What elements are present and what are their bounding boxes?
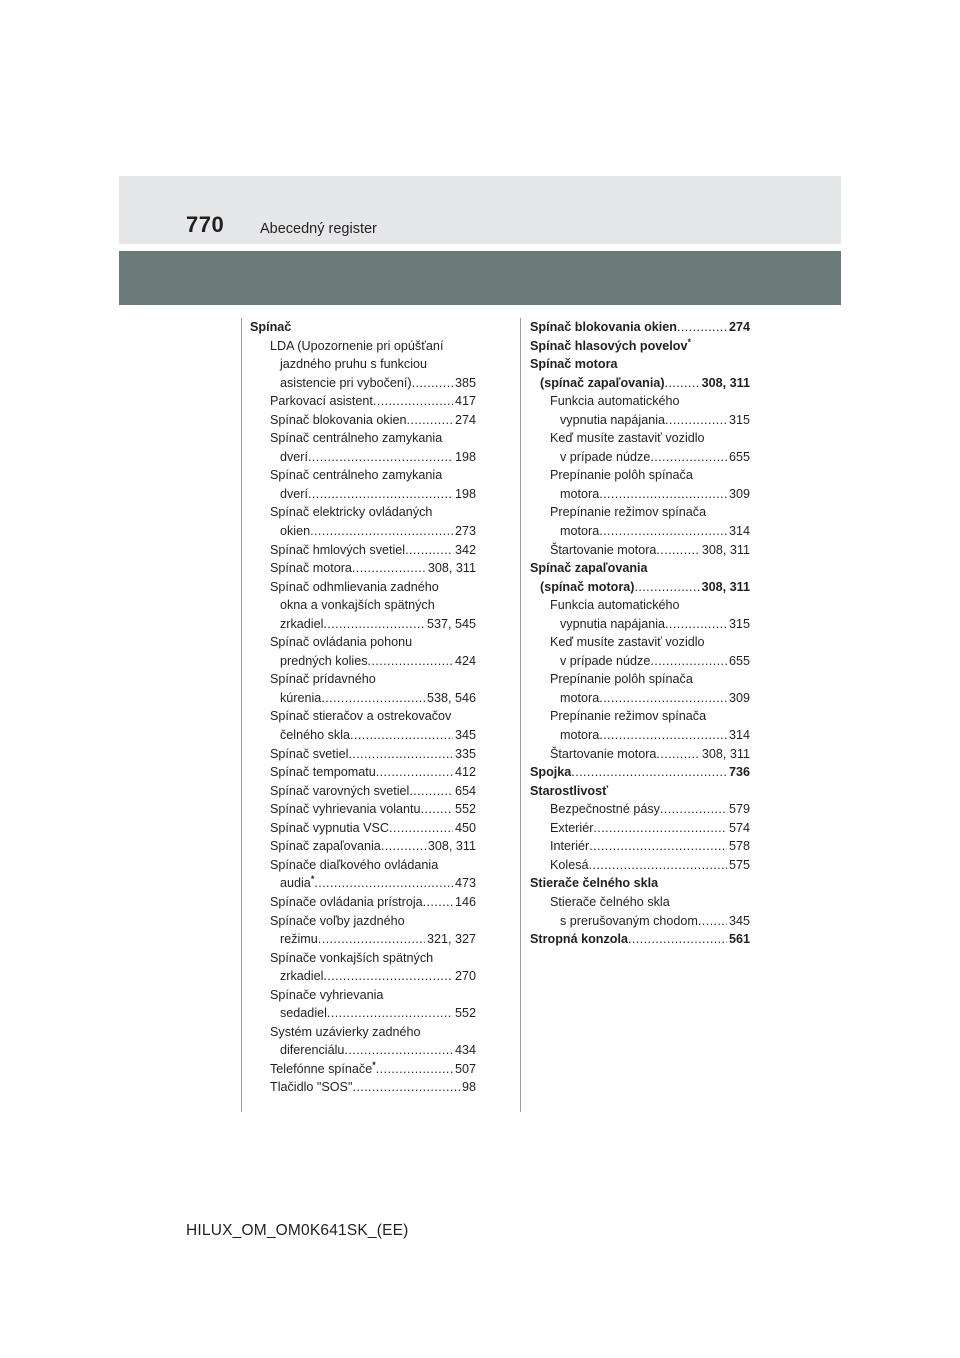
index-entry bbox=[250, 930, 476, 949]
index-entry-label: jazdného pruhu s funkciou bbox=[280, 357, 428, 372]
index-entry-text bbox=[550, 709, 706, 723]
index-entry-page: 198 bbox=[453, 485, 476, 504]
index-entry-text bbox=[270, 431, 442, 445]
index-entry-text bbox=[560, 654, 750, 668]
index-entry-label: Keď musíte zastaviť vozidlo bbox=[550, 431, 705, 446]
index-entry-text bbox=[560, 728, 750, 742]
index-entry-text bbox=[280, 728, 476, 742]
index-entry-label: Exteriér bbox=[550, 820, 594, 835]
index-entry bbox=[530, 503, 750, 522]
index-entry-text bbox=[550, 431, 705, 445]
index-entry-text bbox=[550, 858, 750, 872]
index-entry bbox=[250, 1004, 476, 1023]
index-entry-label: Starostlivosť bbox=[530, 783, 609, 798]
index-entry bbox=[250, 986, 476, 1005]
index-entry bbox=[530, 411, 750, 430]
index-entry-label: Kolesá bbox=[550, 857, 589, 872]
index-entry bbox=[530, 429, 750, 448]
index-entry bbox=[530, 912, 750, 931]
index-entry-page: 538, 546 bbox=[425, 689, 476, 708]
index-entry-text bbox=[280, 1043, 476, 1057]
index-entry bbox=[530, 874, 750, 893]
index-entry-page: 314 bbox=[727, 522, 750, 541]
index-entry-label: Spínače voľby jazdného bbox=[270, 913, 405, 928]
index-entry bbox=[530, 448, 750, 467]
index-entry-label: Prepínanie režimov spínača bbox=[550, 505, 707, 520]
index-entry-label: (spínač zapaľovania) bbox=[540, 375, 665, 390]
index-entry-text bbox=[270, 914, 405, 928]
index-entry-text bbox=[560, 450, 750, 464]
index-entry-page: 552 bbox=[453, 1004, 476, 1023]
index-entry-page: 146 bbox=[453, 893, 476, 912]
index-entry-page: 412 bbox=[453, 763, 476, 782]
index-entry-page: 736 bbox=[727, 763, 750, 782]
index-entry-page: 270 bbox=[453, 967, 476, 986]
index-entry-label: okien bbox=[280, 524, 311, 539]
index-entry-text bbox=[550, 821, 750, 835]
index-entry-text bbox=[270, 543, 476, 557]
index-entry-text bbox=[270, 895, 476, 909]
index-entry bbox=[250, 726, 476, 745]
index-entry-label: Spínače vyhrievania bbox=[270, 987, 384, 1002]
index-entry-page: 308, 311 bbox=[700, 374, 750, 393]
index-entry bbox=[530, 355, 750, 374]
document-code: HILUX_OM_OM0K641SK_(EE) bbox=[186, 1222, 409, 1239]
index-entry-page: 417 bbox=[453, 392, 476, 411]
index-entry-label: Parkovací asistent bbox=[270, 394, 373, 409]
index-entry bbox=[530, 782, 750, 801]
index-entry-page: 314 bbox=[727, 726, 750, 745]
index-entry-label: Stierače čelného skla bbox=[550, 894, 670, 909]
index-entry-label: Funkcia automatického bbox=[550, 394, 680, 409]
index-entry-page: 507 bbox=[453, 1060, 476, 1079]
index-entry-label: (spínač motora) bbox=[540, 579, 635, 594]
index-entry-text bbox=[270, 1059, 476, 1076]
index-entry-text bbox=[270, 821, 476, 835]
index-entry-label: Štartovanie motora bbox=[550, 746, 657, 761]
index-entry-page: 561 bbox=[727, 930, 750, 949]
index-entry-label: motora bbox=[560, 486, 600, 501]
index-entry-label: Spínač zapaľovania bbox=[530, 561, 648, 576]
index-entry bbox=[530, 819, 750, 838]
section-title: Abecedný register bbox=[260, 221, 377, 237]
index-entry bbox=[250, 503, 476, 522]
index-entry-page: 335 bbox=[453, 745, 476, 764]
index-entry bbox=[250, 689, 476, 708]
left-column-rule bbox=[241, 318, 242, 1112]
index-entry-page: 450 bbox=[453, 819, 476, 838]
index-entry-text bbox=[270, 709, 451, 723]
index-entry bbox=[250, 522, 476, 541]
index-entry-text bbox=[530, 876, 658, 890]
index-entry-page: 308, 311 bbox=[700, 541, 750, 560]
index-entry-text bbox=[280, 654, 476, 668]
index-entry-text bbox=[530, 765, 750, 779]
index-entry bbox=[250, 1041, 476, 1060]
index-entry bbox=[250, 355, 476, 374]
index-entry-text bbox=[560, 524, 750, 538]
index-entry bbox=[250, 559, 476, 578]
index-entry bbox=[250, 912, 476, 931]
index-entry bbox=[250, 800, 476, 819]
index-entry-page: 655 bbox=[727, 652, 750, 671]
index-entry-text bbox=[270, 468, 442, 482]
index-entry-text bbox=[280, 357, 427, 371]
index-entry-text bbox=[270, 672, 376, 686]
index-entry-label: Spínač svetiel bbox=[270, 746, 349, 761]
index-entry-text bbox=[530, 320, 750, 334]
index-entry-label: Prepínanie polôh spínača bbox=[550, 672, 693, 687]
index-entry bbox=[530, 485, 750, 504]
index-entry-page: 308, 311 bbox=[426, 559, 476, 578]
index-entry bbox=[250, 448, 476, 467]
index-entry-label: Spínače diaľkového ovládania bbox=[270, 857, 439, 872]
page-number: 770 bbox=[186, 212, 225, 237]
index-entry-label: sedadiel bbox=[280, 1006, 327, 1021]
index-entry-text bbox=[530, 336, 691, 353]
index-entry-label: Spínač hmlových svetiel bbox=[270, 542, 406, 557]
index-entry-label: Prepínanie polôh spínača bbox=[550, 468, 693, 483]
index-entry bbox=[530, 930, 750, 949]
index-entry-page: 308, 311 bbox=[426, 837, 476, 856]
index-entry-page: 315 bbox=[727, 411, 750, 430]
index-entry-text bbox=[280, 598, 435, 612]
index-entry bbox=[250, 485, 476, 504]
index-entry bbox=[530, 337, 750, 356]
index-entry-text bbox=[270, 951, 433, 965]
footnote-asterisk: * bbox=[687, 336, 691, 347]
index-entry bbox=[250, 374, 476, 393]
index-entry-page: 385 bbox=[453, 374, 476, 393]
index-entry-label: predných kolies bbox=[280, 653, 368, 668]
index-entry-label: režimu bbox=[280, 932, 318, 947]
index-entry-text bbox=[280, 376, 476, 390]
index-entry-page: 273 bbox=[453, 522, 476, 541]
index-entry bbox=[250, 745, 476, 764]
index-entry bbox=[530, 837, 750, 856]
index-entry bbox=[530, 596, 750, 615]
index-entry-page: 309 bbox=[727, 689, 750, 708]
index-entry-text bbox=[550, 839, 750, 853]
index-entry bbox=[250, 949, 476, 968]
index-entry-label: Spínač ovládania pohonu bbox=[270, 635, 413, 650]
index-entry-text bbox=[550, 468, 693, 482]
index-entry-text bbox=[280, 487, 476, 501]
index-entry-text bbox=[560, 691, 750, 705]
index-entry-label: Spínače vonkajších spätných bbox=[270, 950, 434, 965]
index-entry-text bbox=[250, 320, 291, 334]
index-entry-label: Keď musíte zastaviť vozidlo bbox=[550, 635, 705, 650]
index-entry-label: audia bbox=[280, 876, 311, 891]
index-entry-page: 345 bbox=[453, 726, 476, 745]
header-band bbox=[119, 176, 841, 244]
index-entry-label: okna a vonkajších spätných bbox=[280, 598, 435, 613]
index-entry-page: 274 bbox=[727, 318, 750, 337]
index-entry-label: s prerušovaným chodom bbox=[560, 913, 698, 928]
index-entry-page: 552 bbox=[453, 800, 476, 819]
index-entry-label: dverí bbox=[280, 486, 308, 501]
index-entry-text bbox=[270, 765, 476, 779]
index-entry-label: Bezpečnostné pásy bbox=[550, 802, 660, 817]
index-entry-label: Spínač blokovania okien bbox=[270, 412, 407, 427]
index-entry-page: 274 bbox=[453, 411, 476, 430]
index-entry-text bbox=[270, 1025, 421, 1039]
index-entry bbox=[530, 707, 750, 726]
index-entry bbox=[250, 819, 476, 838]
index-entry-label: Spínač prídavného bbox=[270, 672, 376, 687]
index-entry-label: Stierače čelného skla bbox=[530, 876, 659, 891]
index-entry bbox=[530, 578, 750, 597]
index-entry-label: Spínač motora bbox=[530, 357, 618, 372]
index-entry-text bbox=[550, 394, 680, 408]
index-entry bbox=[530, 689, 750, 708]
index-entry-page: 654 bbox=[453, 782, 476, 801]
index-entry bbox=[530, 745, 750, 764]
index-entry-text bbox=[560, 413, 750, 427]
index-entry bbox=[530, 633, 750, 652]
index-entry bbox=[530, 726, 750, 745]
index-entry bbox=[250, 541, 476, 560]
index-entry-label: v prípade núdze bbox=[560, 653, 651, 668]
index-entry-label: Spínač vypnutia VSC bbox=[270, 820, 390, 835]
index-entry-page: 473 bbox=[453, 874, 476, 893]
index-entry-label: Spínač hlasových povelov bbox=[530, 338, 688, 353]
index-entry bbox=[530, 893, 750, 912]
index-entry-label: Spojka bbox=[530, 765, 572, 780]
index-entry-text bbox=[530, 561, 648, 575]
index-entry-text bbox=[530, 784, 608, 798]
index-entry bbox=[250, 837, 476, 856]
index-entry-page: 98 bbox=[460, 1078, 476, 1097]
index-entry bbox=[530, 615, 750, 634]
index-entry-label: čelného skla bbox=[280, 728, 351, 743]
index-entry bbox=[250, 337, 476, 356]
index-entry-label: diferenciálu bbox=[280, 1043, 345, 1058]
index-entry bbox=[250, 874, 476, 893]
index-entry-text bbox=[560, 617, 750, 631]
index-entry-page: 308, 311 bbox=[700, 578, 750, 597]
index-entry bbox=[530, 522, 750, 541]
index-entry-text bbox=[270, 784, 476, 798]
index-entry-text bbox=[280, 876, 476, 890]
index-entry-label: Telefónne spínače bbox=[270, 1061, 373, 1076]
index-entry-page: 309 bbox=[727, 485, 750, 504]
index-entry bbox=[250, 633, 476, 652]
index-entry bbox=[530, 652, 750, 671]
index-entry-page: 579 bbox=[727, 800, 750, 819]
index-entry-text bbox=[280, 1006, 476, 1020]
index-entry-text bbox=[560, 914, 750, 928]
index-entry bbox=[250, 1078, 476, 1097]
index-entry-text bbox=[550, 895, 670, 909]
index-entry bbox=[530, 670, 750, 689]
index-entry bbox=[250, 893, 476, 912]
index-entry bbox=[250, 670, 476, 689]
index-entry-page: 315 bbox=[727, 615, 750, 634]
index-entry-label: Funkcia automatického bbox=[550, 598, 680, 613]
index-entry-text bbox=[270, 1080, 476, 1094]
index-entry-label: asistencie pri vybočení) bbox=[280, 375, 412, 390]
index-entry-page: 537, 545 bbox=[425, 615, 476, 634]
index-entry bbox=[530, 541, 750, 560]
index-entry-label: Spínač elektricky ovládaných bbox=[270, 505, 433, 520]
index-entry bbox=[530, 392, 750, 411]
footnote-asterisk: * bbox=[372, 1059, 376, 1070]
index-entry-label: kúrenia bbox=[280, 690, 322, 705]
index-entry-label: Spínač stieračov a ostrekovačov bbox=[270, 709, 452, 724]
footnote-asterisk: * bbox=[310, 874, 315, 885]
index-entry bbox=[250, 392, 476, 411]
index-entry-label: motora bbox=[560, 728, 600, 743]
index-entry-label: v prípade núdze bbox=[560, 449, 651, 464]
index-column-right bbox=[530, 318, 750, 949]
index-entry-text bbox=[280, 969, 476, 983]
middle-column-rule bbox=[520, 318, 521, 1112]
index-entry-page: 342 bbox=[453, 541, 476, 560]
index-entry-label: vypnutia napájania bbox=[560, 412, 666, 427]
index-entry-text bbox=[550, 635, 705, 649]
index-entry bbox=[250, 782, 476, 801]
index-entry-label: Spínač tempomatu bbox=[270, 765, 376, 780]
index-entry-label: dverí bbox=[280, 449, 308, 464]
index-entry-label: Interiér bbox=[550, 839, 590, 854]
index-entry-text bbox=[280, 450, 476, 464]
index-entry-page: 434 bbox=[453, 1041, 476, 1060]
index-entry-text bbox=[270, 858, 438, 872]
index-entry-text bbox=[270, 802, 476, 816]
index-entry-label: vypnutia napájania bbox=[560, 616, 666, 631]
index-entry bbox=[250, 967, 476, 986]
index-entry-label: Spínač odhmlievania zadného bbox=[270, 579, 439, 594]
index-column-left bbox=[250, 318, 476, 1097]
index-entry-text bbox=[530, 932, 750, 946]
index-entry bbox=[530, 559, 750, 578]
index-entry bbox=[250, 856, 476, 875]
index-entry-text bbox=[550, 598, 680, 612]
index-entry-label: Spínač vyhrievania volantu bbox=[270, 802, 421, 817]
index-entry bbox=[530, 374, 750, 393]
index-entry bbox=[250, 1023, 476, 1042]
index-entry bbox=[250, 411, 476, 430]
index-entry-text bbox=[270, 747, 476, 761]
index-entry-label: motora bbox=[560, 690, 600, 705]
index-entry bbox=[250, 1060, 476, 1079]
index-entry-text bbox=[550, 672, 693, 686]
index-entry-text bbox=[270, 988, 383, 1002]
index-entry-label: Spínač centrálneho zamykania bbox=[270, 468, 443, 483]
index-entry-label: Spínač motora bbox=[270, 561, 352, 576]
index-entry-label: Tlačidlo "SOS" bbox=[270, 1080, 353, 1095]
index-entry bbox=[250, 466, 476, 485]
index-entry-page: 578 bbox=[727, 837, 750, 856]
index-entry bbox=[250, 578, 476, 597]
index-entry bbox=[530, 856, 750, 875]
index-entry-text bbox=[530, 357, 617, 371]
header-bar bbox=[119, 251, 841, 305]
index-entry-text bbox=[560, 487, 750, 501]
index-entry-text bbox=[550, 802, 750, 816]
index-entry-label: Stropná konzola bbox=[530, 932, 628, 947]
index-entry bbox=[250, 615, 476, 634]
index-entry-text bbox=[270, 635, 412, 649]
index-entry-label: Spínač centrálneho zamykania bbox=[270, 431, 443, 446]
index-entry-text bbox=[270, 580, 439, 594]
index-entry bbox=[250, 318, 476, 337]
index-entry bbox=[250, 763, 476, 782]
index-entry bbox=[250, 652, 476, 671]
index-entry-page: 198 bbox=[453, 448, 476, 467]
index-entry-text bbox=[550, 505, 706, 519]
index-entry-label: zrkadiel bbox=[280, 969, 324, 984]
index-entry bbox=[250, 429, 476, 448]
index-entry-page: 655 bbox=[727, 448, 750, 467]
index-entry-page: 424 bbox=[453, 652, 476, 671]
index-entry bbox=[250, 596, 476, 615]
index-entry-label: zrkadiel bbox=[280, 616, 324, 631]
index-entry bbox=[530, 318, 750, 337]
index-entry-text bbox=[270, 413, 476, 427]
index-entry-text bbox=[280, 524, 476, 538]
index-entry-label: Spínač varovných svetiel bbox=[270, 783, 410, 798]
index-entry-label: Spínač bbox=[250, 320, 292, 334]
index-entry-label: Štartovanie motora bbox=[550, 542, 657, 557]
index-entry-page: 308, 311 bbox=[700, 745, 750, 764]
index-entry bbox=[250, 707, 476, 726]
index-entry-text bbox=[270, 505, 432, 519]
index-entry-page: 321, 327 bbox=[425, 930, 476, 949]
index-entry bbox=[530, 763, 750, 782]
index-entry-label: Spínač zapaľovania bbox=[270, 839, 381, 854]
index-entry bbox=[530, 466, 750, 485]
index-entry-label: Spínače ovládania prístroja bbox=[270, 894, 423, 909]
index-entry-label: Prepínanie režimov spínača bbox=[550, 709, 707, 724]
index-entry-label: Spínač blokovania okien bbox=[530, 320, 677, 334]
index-entry bbox=[530, 800, 750, 819]
index-entry-page: 575 bbox=[727, 856, 750, 875]
index-entry-label: motora bbox=[560, 524, 600, 539]
index-entry-page: 345 bbox=[727, 912, 750, 931]
index-entry-page: 574 bbox=[727, 819, 750, 838]
index-entry-text bbox=[270, 339, 443, 353]
index-entry-text bbox=[270, 394, 476, 408]
index-entry-label: Systém uzávierky zadného bbox=[270, 1024, 421, 1039]
index-entry-label: LDA (Upozornenie pri opúšťaní bbox=[270, 338, 444, 353]
